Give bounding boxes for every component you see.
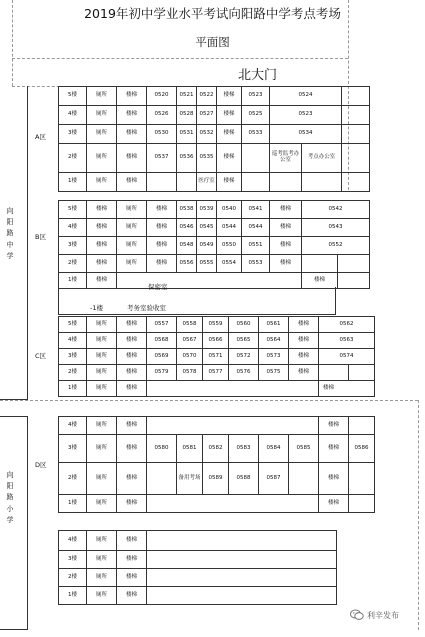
zone-a-table [58,86,370,192]
empty-cell [349,495,375,513]
empty-cell [147,463,177,495]
primary-school-frame [0,416,28,630]
exam-room: 0561 [259,317,289,333]
floor-label: 5楼 [59,201,87,219]
empty-cell [342,144,370,173]
floor-label: 2楼 [59,569,87,587]
duty-office: 巡考监考办公室 [270,144,302,173]
zone-a-label: A区 [35,133,46,141]
empty-cell [319,365,349,381]
standby-room: 备用考场 [177,463,203,495]
floor-label: 1楼 [59,381,87,397]
empty-cell [147,495,319,513]
exam-room: 0527 [197,106,217,125]
exam-room: 0559 [203,317,229,333]
empty-cell [147,381,319,397]
exam-room: 0587 [259,463,289,495]
exam-room: 0567 [177,333,203,349]
middle-school-label: 向阳路中学 [6,207,14,260]
stairs: 楼梯 [289,349,319,365]
stairs: 楼梯 [147,219,177,237]
outline-divider [0,400,418,401]
zone-b-table [58,200,370,289]
check-room: 考务室验收室 [127,304,166,312]
floor-label: 1楼 [59,587,87,605]
stairs: 楼梯 [117,495,147,513]
stairs: 楼梯 [270,255,302,273]
floor-label: 4楼 [59,219,87,237]
floor-label: 4楼 [59,333,87,349]
stairs: 楼梯 [289,317,319,333]
exam-room: 0524 [270,87,342,106]
exam-room: 0546 [177,219,197,237]
outline-left [12,0,13,86]
primary-lower-table [58,530,337,605]
exam-room: 0531 [177,125,197,144]
exam-room: 0543 [302,219,370,237]
security-room: 保密室 [148,283,168,291]
floor-label: 2楼 [59,144,87,173]
exam-room: 0573 [259,349,289,365]
exam-room: 0537 [147,144,177,173]
empty-cell [338,273,370,289]
exam-room: 0551 [242,237,270,255]
exam-room: 0579 [147,365,177,381]
exam-room: 0530 [147,125,177,144]
exam-room: 0586 [349,435,375,463]
empty-cell [302,173,342,192]
stairs: 楼梯 [147,201,177,219]
empty-cell [147,569,337,587]
empty-cell [349,365,375,381]
north-gate-label: 北大门 [238,68,278,83]
exam-room: 0582 [203,435,229,463]
exam-room: 0578 [177,365,203,381]
exam-room: 0560 [229,317,259,333]
exam-room: 0581 [177,435,203,463]
exam-room: 0535 [197,144,217,173]
stairs: 楼梯 [117,365,147,381]
empty-cell [147,551,337,569]
page-title: 2019年初中学业水平考试向阳路中学考点考场 [84,6,341,21]
exam-room: 0558 [177,317,203,333]
stairs: 楼梯 [319,435,349,463]
empty-cell [302,255,338,273]
exam-room: 0532 [197,125,217,144]
zone-d-table [58,416,375,513]
toilet-room: 厕所 [87,144,117,173]
exam-room: 0549 [197,237,217,255]
exam-room: 0562 [319,317,375,333]
floor-label: 2楼 [59,365,87,381]
floor-label: 2楼 [59,255,87,273]
floor-label: 3楼 [59,435,87,463]
floor-label: 3楼 [59,349,87,365]
empty-cell [342,173,370,192]
toilet-room: 厕所 [87,531,117,551]
stairs: 楼梯 [117,125,147,144]
stairs: 楼梯 [289,365,319,381]
stairs: 楼梯 [217,173,242,192]
exam-room: 0576 [229,365,259,381]
exam-room: 0572 [229,349,259,365]
toilet-room: 厕所 [87,87,117,106]
exam-room: 0574 [319,349,375,365]
exam-room: 0556 [177,255,197,273]
toilet-room: 厕所 [87,106,117,125]
exam-room: 0545 [197,219,217,237]
floor-label: 5楼 [59,87,87,106]
exam-room: 0525 [242,106,270,125]
stairs: 楼梯 [117,106,147,125]
exam-room: 0577 [203,365,229,381]
outline-right-lower [418,400,419,630]
exam-room: 0520 [147,87,177,106]
empty-cell [147,587,337,605]
stairs: 楼梯 [117,349,147,365]
exam-room: 0588 [229,463,259,495]
empty-cell [342,125,370,144]
toilet-room: 厕所 [117,201,147,219]
exam-room: 0569 [147,349,177,365]
exam-room: 0589 [203,463,229,495]
zone-d-label: D区 [35,461,47,469]
stairs: 楼梯 [147,237,177,255]
stairs: 楼梯 [270,219,302,237]
exam-room: 0539 [197,201,217,219]
toilet-room: 厕所 [87,417,117,435]
floor-label: 2楼 [59,463,87,495]
toilet-room: 厕所 [117,255,147,273]
stairs: 楼梯 [217,125,242,144]
exam-room: 0522 [197,87,217,106]
empty-cell [338,255,370,273]
exam-room: 0540 [217,201,242,219]
zone-b-label: B区 [35,233,46,241]
exam-room: 0563 [319,333,375,349]
exam-room: 0564 [259,333,289,349]
stairs: 楼梯 [117,587,147,605]
stairs: 楼梯 [117,144,147,173]
watermark [350,609,399,621]
empty-cell [242,144,270,173]
stairs: 楼梯 [270,237,302,255]
exam-room: 0575 [259,365,289,381]
stairs: 楼梯 [87,201,117,219]
stairs: 楼梯 [117,333,147,349]
toilet-room: 厕所 [87,495,117,513]
exam-room: 0523 [242,87,270,106]
exam-room: 0521 [177,87,197,106]
wechat-icon [350,609,364,621]
floor-label: 3楼 [59,551,87,569]
floor-minus-1-label: -1楼 [90,304,103,312]
exam-room: 0534 [270,125,342,144]
toilet-room: 厕所 [87,463,117,495]
stairs: 楼梯 [319,381,375,397]
exam-room: 0533 [242,125,270,144]
toilet-room: 厕所 [87,317,117,333]
stairs: 楼梯 [217,87,242,106]
exam-room: 0528 [177,106,197,125]
exam-room: 0554 [217,255,242,273]
primary-school-label: 向阳路小学 [6,471,14,524]
toilet-room: 厕所 [87,333,117,349]
stairs: 楼梯 [117,435,147,463]
exam-room: 0557 [147,317,177,333]
stairs: 楼梯 [217,106,242,125]
exam-room: 0555 [197,255,217,273]
empty-cell [342,87,370,106]
stairs: 楼梯 [319,495,349,513]
exam-room: 0566 [203,333,229,349]
stairs: 楼梯 [270,201,302,219]
exam-room: 0565 [229,333,259,349]
toilet-room: 厕所 [87,587,117,605]
exam-room: 0544 [242,219,270,237]
stairs: 楼梯 [302,273,338,289]
exam-room: 0538 [177,201,197,219]
stairs: 楼梯 [117,569,147,587]
exam-room: 0541 [242,201,270,219]
empty-cell [147,173,177,192]
empty-cell [349,417,375,435]
empty-cell [177,173,197,192]
floor-label: 4楼 [59,417,87,435]
exam-room: 0580 [147,435,177,463]
exam-room: 0542 [302,201,370,219]
stairs: 楼梯 [217,144,242,173]
exam-room: 0585 [289,435,319,463]
floor-label: 1楼 [59,173,87,192]
toilet-room: 厕所 [117,219,147,237]
exam-room: 0550 [217,237,242,255]
floor-label: 3楼 [59,237,87,255]
clinic: 医疗室 [197,173,217,192]
basement-frame [58,287,336,315]
exam-room: 0570 [177,349,203,365]
toilet-room: 厕所 [87,365,117,381]
stairs: 楼梯 [147,255,177,273]
stairs: 楼梯 [117,531,147,551]
toilet-room: 厕所 [87,125,117,144]
exam-room: 0568 [147,333,177,349]
stairs: 楼梯 [117,463,147,495]
watermark-text: 利辛发布 [367,610,399,620]
toilet-room: 厕所 [87,173,117,192]
exam-room: 0571 [203,349,229,365]
stairs: 楼梯 [87,219,117,237]
stairs: 楼梯 [319,463,349,495]
exam-room: 0584 [259,435,289,463]
floor-label: 3楼 [59,125,87,144]
toilet-room: 厕所 [87,381,117,397]
exam-room: 0526 [147,106,177,125]
exam-room: 0552 [302,237,370,255]
floor-label: 4楼 [59,106,87,125]
exam-room: 0536 [177,144,197,173]
stairs: 楼梯 [117,417,147,435]
stairs: 楼梯 [87,273,117,289]
toilet-room: 厕所 [117,237,147,255]
exam-office: 考点办公室 [302,144,342,173]
stairs: 楼梯 [117,87,147,106]
outline-gate [12,58,348,59]
zone-c-table [58,316,375,397]
toilet-room: 厕所 [87,349,117,365]
floor-label: 5楼 [59,317,87,333]
stairs: 楼梯 [87,237,117,255]
stairs: 楼梯 [87,255,117,273]
stairs: 楼梯 [117,317,147,333]
stairs: 楼梯 [319,417,349,435]
floor-label: 4楼 [59,531,87,551]
empty-cell [242,173,270,192]
stairs: 楼梯 [289,333,319,349]
stairs: 楼梯 [117,173,147,192]
toilet-room: 厕所 [87,551,117,569]
floor-label: 1楼 [59,273,87,289]
page-subtitle: 平面图 [195,35,230,49]
empty-cell [147,531,337,551]
zone-c-label: C区 [35,352,47,360]
exam-room: 0544 [217,219,242,237]
exam-room: 0523 [270,106,342,125]
stairs: 楼梯 [117,381,147,397]
empty-cell [349,463,375,495]
exam-room: 0583 [229,435,259,463]
empty-cell [270,173,302,192]
empty-cell [289,463,319,495]
toilet-room: 厕所 [87,569,117,587]
exam-room: 0548 [177,237,197,255]
empty-cell [342,106,370,125]
middle-school-frame [0,86,28,400]
exam-room: 0553 [242,255,270,273]
toilet-room: 厕所 [87,435,117,463]
empty-cell [147,417,319,435]
stairs: 楼梯 [117,551,147,569]
floor-label: 1楼 [59,495,87,513]
